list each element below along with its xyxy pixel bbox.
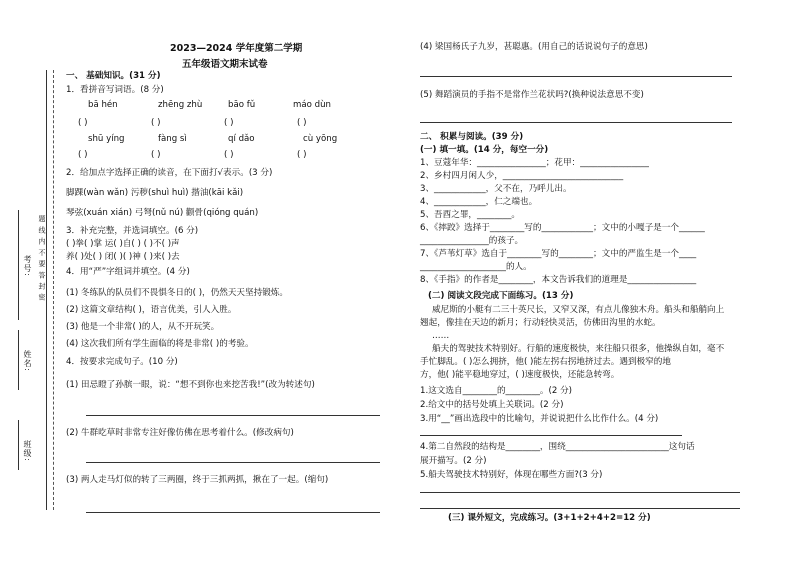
section2-heading: 二、 积累与阅读。(39 分) bbox=[420, 132, 524, 142]
exam-title: 五年级语文期末试卷 bbox=[182, 59, 268, 70]
q3-prompt: 3．补充完整，并选词填空。(6 分) bbox=[66, 226, 199, 236]
answer-line[interactable] bbox=[420, 508, 740, 509]
answer-line[interactable] bbox=[420, 492, 740, 493]
answer-line[interactable] bbox=[86, 415, 380, 416]
reading-question-1: 1.这文选自________的________。(2 分) bbox=[420, 386, 573, 396]
q4-item-1: (1) 冬练队的队员们不畏惧冬日的( )，仍然天天坚持锻炼。 bbox=[66, 288, 288, 298]
pinyin-row-1 bbox=[88, 100, 353, 111]
q5-item-5: (5) 舞蹈演员的手指不是常作兰花状吗?(换种说法意思不变) bbox=[420, 90, 644, 100]
pinyin: máo dùn bbox=[293, 100, 331, 110]
pinyin: bā hén bbox=[88, 100, 118, 110]
passage-line: 威尼斯的小艇有二三十英尺长，又窄又深，有点儿像独木舟。船头和船艄向上 bbox=[432, 305, 725, 315]
q5-prompt: 4．按要求完成句子。(10 分) bbox=[66, 357, 178, 367]
q5-item-4: (4) 梁国杨氏子九岁，甚聪惠。(用自己的话说说句子的意思) bbox=[420, 42, 648, 52]
answer-line[interactable] bbox=[420, 435, 682, 436]
passage-line: 船夫的驾驶技术特别好。行船的速度极快，来往船只很多，他操纵自如，毫不 bbox=[432, 344, 725, 354]
q2-row-2: 琴弦(xuán xián) 弓弩(nǔ nú) 颧骨(qióng quán) bbox=[66, 208, 259, 218]
q3-row-1: ( )拳( )掌 运( )自( ) ( )不( )声 bbox=[66, 239, 180, 249]
exam-number-label: 考号: bbox=[23, 255, 32, 277]
reading-question-3: 3.用“__”画出选段中的比喻句，并说说把什么比作什么。(4 分) bbox=[420, 414, 659, 424]
answer-blank[interactable]: ( ) bbox=[151, 150, 161, 160]
passage-line: …… bbox=[432, 331, 450, 341]
name-line bbox=[18, 330, 19, 390]
pinyin: shū yíng bbox=[88, 134, 125, 144]
answer-blank[interactable]: ( ) bbox=[224, 150, 234, 160]
answer-blank[interactable]: ( ) bbox=[297, 118, 307, 128]
pinyin-row-2 bbox=[88, 134, 363, 145]
exam-title-year: 2023—2024 学年度第二学期 bbox=[170, 43, 303, 54]
pinyin: qí dǎo bbox=[228, 134, 255, 144]
fill-item-7-cont: ____________________的人。 bbox=[420, 262, 532, 272]
q3-row-2: 养( )处( ) 闭( )( )神 ( )来( )去 bbox=[66, 252, 180, 262]
fill-item-8: 8、《手指》的作者是________，本文告诉我们的道理是________________ bbox=[420, 275, 697, 285]
reading-question-4: 4.第二自然段的结构是________，围绕________________________这句话 bbox=[420, 442, 695, 452]
reading-question-4-cont: 展开描写。(2 分) bbox=[420, 456, 487, 466]
fill-item-1: 1、豆蔻年华：________________；花甲：________________ bbox=[420, 158, 649, 168]
reading-question-5: 5.船夫驾驶技术特别好，体现在哪些方面?(3 分) bbox=[420, 470, 603, 480]
pinyin: fàng sì bbox=[158, 134, 187, 144]
fill-item-6: 6、《摔跤》选择于________写的____________；文中的小嘎子是一个______ bbox=[420, 223, 705, 233]
answer-blank[interactable]: ( ) bbox=[78, 118, 88, 128]
part3-heading: (三) 课外短文，完成练习。(3+1+2+4+2=12 分) bbox=[448, 513, 651, 523]
passage-line: 翘起，像挂在天边的新月；行动轻快灵活，仿佛田沟里的水蛇。 bbox=[420, 318, 661, 328]
q2-row-1: 脚踝(wàn wǎn) 污秽(shuì huì) 揩油(kāi kǎi) bbox=[66, 188, 244, 198]
seal-text: 题 线 内 不 要 答 封 密 bbox=[38, 215, 46, 302]
fill-item-3: 3、____________，父不在，乃呼儿出。 bbox=[420, 184, 572, 194]
answer-paren-row-2 bbox=[78, 150, 357, 161]
passage-line: 手忙脚乱。( )怎么拥挤，他( )能左拐右拐地挤过去。遇到极窄的地 bbox=[420, 357, 671, 367]
answer-blank[interactable]: ( ) bbox=[151, 118, 161, 128]
q4-prompt: 4．用“严”字组词并填空。(4 分) bbox=[66, 267, 190, 277]
q5-item-2: (2) 牛群吃草时非常专注好像仿佛在思考着什么。(修改病句) bbox=[66, 428, 294, 438]
answer-line[interactable] bbox=[86, 462, 380, 463]
q1-prompt: 1．看拼音写词语。(8 分) bbox=[66, 85, 164, 95]
q4-item-3: (3) 他是一个非常( )的人，从不开玩笑。 bbox=[66, 322, 220, 332]
q2-prompt: 2．给加点字选择正确的读音，在下面打√表示。(3 分) bbox=[66, 168, 273, 178]
passage-line: 方，他( )能平稳地穿过，( )速度极快，还能急转弯。 bbox=[420, 370, 620, 380]
name-label: 姓名: bbox=[23, 350, 32, 372]
binding-line-dashed bbox=[53, 70, 54, 510]
part1-heading: (一) 填一填。(14 分，每空一分) bbox=[420, 145, 549, 155]
fill-item-5: 5、吾酉之罪，________。 bbox=[420, 210, 520, 220]
section1-heading: 一、 基础知识。(31 分) bbox=[66, 71, 161, 81]
class-label: 班级: bbox=[23, 440, 32, 462]
class-line bbox=[18, 420, 19, 470]
fill-item-7: 7、《芦苇灯草》选自于________写的________；文中的严监生是一个____ bbox=[420, 249, 697, 259]
q4-item-4: (4) 这次我们所有学生面临的将是非常( )的考验。 bbox=[66, 339, 254, 349]
pinyin: cù yōng bbox=[303, 134, 338, 144]
q4-item-2: (2) 这篇文章结构( )，语言优美，引人入胜。 bbox=[66, 305, 237, 315]
fill-item-6-cont: ________________的孩子。 bbox=[420, 236, 524, 246]
q5-item-1: (1) 田忌瞪了孙膑一眼，说：“想不到你也来挖苦我!”(改为转述句) bbox=[66, 380, 315, 390]
fill-item-2: 2、乡村四月闲人少，____________________________ bbox=[420, 171, 624, 181]
pinyin: zhēng zhù bbox=[158, 100, 203, 110]
answer-paren-row-1 bbox=[78, 118, 357, 129]
answer-blank[interactable]: ( ) bbox=[297, 150, 307, 160]
fill-item-4: 4、____________，仁之端也。 bbox=[420, 197, 538, 207]
part2-heading: (二) 阅读文段完成下面练习。(13 分) bbox=[428, 291, 574, 301]
reading-question-2: 2.给文中的括号处填上关联词。(2 分) bbox=[420, 400, 564, 410]
answer-blank[interactable]: ( ) bbox=[224, 118, 234, 128]
pinyin: bāo fǔ bbox=[228, 100, 256, 110]
answer-line[interactable] bbox=[86, 512, 380, 513]
answer-line[interactable] bbox=[420, 122, 732, 123]
answer-blank[interactable]: ( ) bbox=[78, 150, 88, 160]
q5-item-3: (3) 两人走马灯似的转了三两圈，终于三抓两抓，揪在了一起。(缩句) bbox=[66, 475, 329, 485]
answer-line[interactable] bbox=[420, 76, 732, 77]
exam-number-line bbox=[18, 210, 19, 320]
